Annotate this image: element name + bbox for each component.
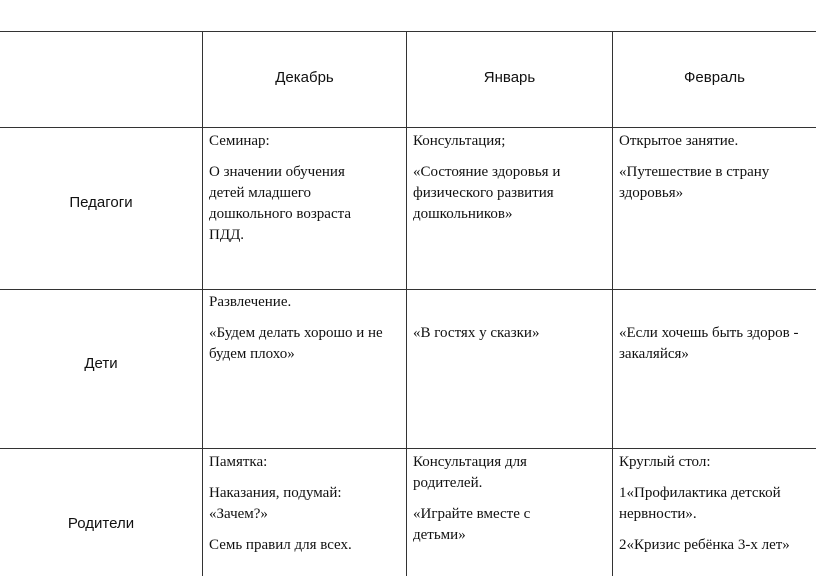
- cell-text: «Путешествие в страну здоровья»: [619, 164, 770, 201]
- cell-title: Открытое занятие.: [619, 133, 739, 149]
- column-divider-1: [202, 31, 203, 576]
- cell-parents-january: [413, 452, 563, 556]
- table-top-border: [0, 31, 816, 32]
- row-divider-2: [0, 289, 816, 290]
- row-label-children: Дети: [84, 355, 118, 372]
- cell-children-february: [619, 323, 814, 375]
- cell-text: «Если хочешь быть здоров - закаляйся»: [619, 325, 799, 362]
- header-december: Декабрь: [275, 69, 334, 86]
- column-divider-3: [612, 31, 613, 576]
- header-january: Январь: [483, 69, 536, 86]
- header-february: Февраль: [684, 69, 745, 86]
- column-divider-2: [406, 31, 407, 576]
- cell-text: «Состояние здоровья и физического развития дошкольников»: [413, 164, 561, 222]
- row-divider-3: [0, 448, 816, 449]
- cell-title: Развлечение.: [209, 294, 292, 310]
- cell-text: Семь правил для всех.: [209, 537, 352, 553]
- cell-children-december: [209, 292, 394, 375]
- cell-teachers-february: [619, 131, 794, 214]
- cell-text: О значении обучения детей младшего дошкольного возраста ПДД.: [209, 164, 352, 243]
- cell-title: Семинар:: [209, 133, 270, 149]
- cell-title: Консультация;: [413, 133, 506, 149]
- cell-text: «Играйте вместе с детьми»: [413, 506, 531, 543]
- cell-title: Круглый стол:: [619, 454, 711, 470]
- cell-text: 2«Кризис ребёнка 3-х лет»: [619, 537, 790, 553]
- cell-parents-february: [619, 452, 814, 566]
- cell-teachers-december: [209, 131, 369, 256]
- cell-teachers-january: [413, 131, 583, 235]
- cell-children-january: [413, 323, 598, 354]
- cell-text: «Будем делать хорошо и не будем плохо»: [209, 325, 383, 362]
- cell-parents-december: [209, 452, 374, 566]
- row-label-teachers: Педагоги: [69, 194, 133, 211]
- cell-title: Памятка:: [209, 454, 268, 470]
- cell-title: Консультация для родителей.: [413, 454, 527, 491]
- row-label-parents: Родители: [67, 515, 135, 532]
- row-divider-1: [0, 127, 816, 128]
- cell-text: 1«Профилактика детской нервности».: [619, 485, 781, 522]
- cell-text: «В гостях у сказки»: [413, 325, 540, 341]
- cell-text: Наказания, подумай: «Зачем?»: [209, 485, 342, 522]
